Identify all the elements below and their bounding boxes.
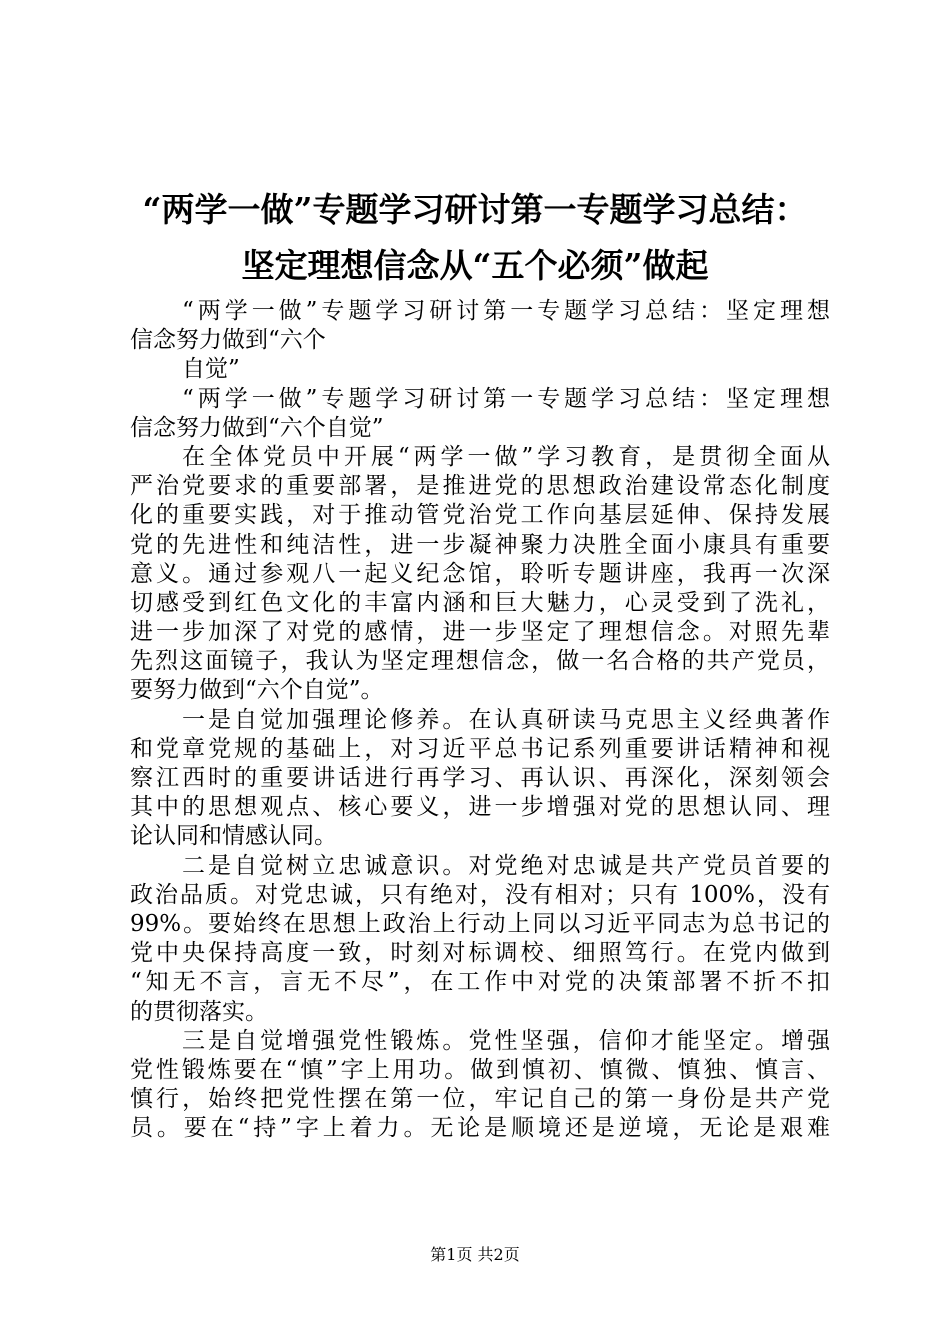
- body-line: 一是自觉加强理论修养。在认真研读马克思主义经典著作: [182, 706, 830, 733]
- body-line: 三是自觉增强党性锻炼。党性坚强，信仰才能坚定。增强: [182, 1027, 830, 1054]
- body-line: 要努力做到“六个自觉”。: [130, 677, 384, 704]
- body-line: 政治品质。对党忠诚，只有绝对，没有相对；只有 100%，没有: [130, 881, 830, 908]
- body-line: 自觉”: [182, 356, 240, 383]
- body-line: 其中的思想观点、核心要义，进一步增强对党的思想认同、理: [130, 794, 830, 821]
- body-line: 员。要在“持”字上着力。无论是顺境还是逆境，无论是艰难: [130, 1115, 830, 1142]
- body-line: 二是自觉树立忠诚意识。对党绝对忠诚是共产党员首要的: [182, 852, 830, 879]
- body-line: 进一步加深了对党的感情，进一步坚定了理想信念。对照先辈: [130, 619, 830, 646]
- body-line: 信念努力做到“六个自觉”: [130, 414, 384, 441]
- body-line: 的贯彻落实。: [130, 998, 268, 1025]
- body-line: 党性锻炼要在“慎”字上用功。做到慎初、慎微、慎独、慎言、: [130, 1056, 830, 1083]
- body-line: 论认同和情感认同。: [130, 823, 337, 850]
- body-line: “两学一做”专题学习研讨第一专题学习总结：坚定理想: [182, 298, 830, 324]
- body-line: 化的重要实践，对于推动管党治党工作向基层延伸、保持发展: [130, 502, 830, 529]
- document-title-line-2: 坚定理想信念从“五个必须”做起: [241, 246, 709, 285]
- page-footer: 第1页 共2页: [430, 1245, 520, 1264]
- document-body: [130, 297, 830, 1143]
- body-line: 察江西时的重要讲话进行再学习、再认识、再深化，深刻领会: [130, 765, 830, 791]
- body-line: 先烈这面镜子，我认为坚定理想信念，做一名合格的共产党员，: [130, 648, 830, 675]
- body-line: 意义。通过参观八一起义纪念馆，聆听专题讲座，我再一次深: [130, 560, 830, 587]
- body-line: 党的先进性和纯洁性，进一步凝神聚力决胜全面小康具有重要: [130, 531, 830, 558]
- body-line: 党中央保持高度一致，时刻对标调校、细照笃行。在党内做到: [130, 940, 830, 967]
- body-line: 严治党要求的重要部署，是推进党的思想政治建设常态化制度: [130, 473, 830, 500]
- body-line: 慎行，始终把党性摆在第一位，牢记自己的第一身份是共产党: [130, 1086, 830, 1113]
- body-line: 和党章党规的基础上，对习近平总书记系列重要讲话精神和视: [130, 735, 830, 762]
- document-title-line-1: “两学一做”专题学习研讨第一专题学习总结：: [142, 190, 808, 229]
- body-line: “两学一做”专题学习研讨第一专题学习总结：坚定理想: [182, 385, 830, 412]
- body-line: 99%。要始终在思想上政治上行动上同以习近平同志为总书记的: [130, 910, 830, 937]
- body-line: 切感受到红色文化的丰富内涵和巨大魅力，心灵受到了洗礼，: [130, 589, 830, 616]
- body-line: 在全体党员中开展“两学一做”学习教育，是贯彻全面从: [182, 443, 830, 470]
- body-line: “知无不言，言无不尽”，在工作中对党的决策部署不折不扣: [130, 969, 830, 996]
- body-line: 信念努力做到“六个: [130, 327, 326, 354]
